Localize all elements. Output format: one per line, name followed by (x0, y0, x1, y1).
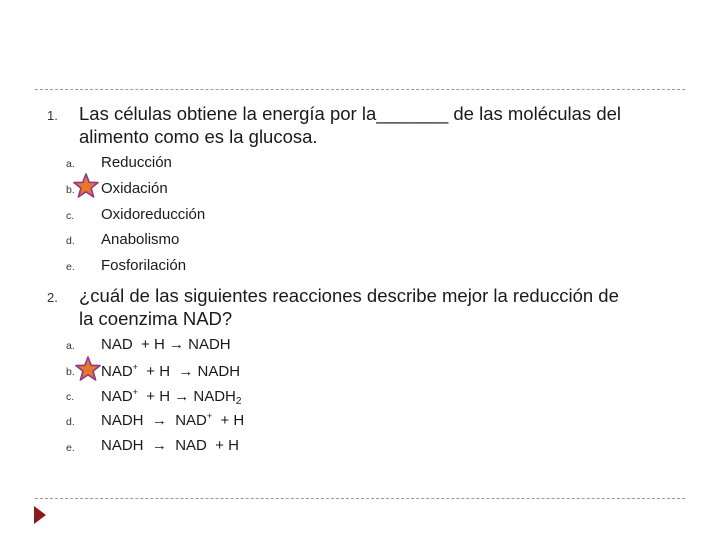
q2-option-a[interactable] (101, 336, 231, 353)
q2d-arrow: → (151, 412, 167, 429)
question-1-line-1: Las células obtiene la energía por la_______ de las moléculas del (79, 103, 622, 124)
q2a-product: → NADH (168, 336, 231, 353)
question-2-number: 2. (47, 290, 58, 305)
q2-option-d[interactable] (101, 411, 244, 429)
question-2-line-2: la coenzima NAD? (79, 308, 233, 329)
q1-option-b-letter: b. (66, 184, 75, 196)
q2d-charge: + (206, 411, 213, 421)
question-2-text (79, 284, 679, 330)
q1-option-e[interactable]: Fosforilación (101, 257, 187, 274)
q2-option-b-letter: b. (66, 366, 75, 378)
question-2-line-1: ¿cuál de las siguientes reacciones describe mejor la reducción de (79, 285, 619, 306)
q2-option-e[interactable] (101, 437, 239, 454)
star-icon (75, 356, 101, 382)
q1-option-d-letter: d. (66, 235, 75, 247)
q2a-reactant: NAD (101, 336, 133, 353)
q2c-subscript: 2 (235, 396, 242, 407)
q2e-hydrogen: + H (215, 437, 239, 454)
q2-option-e-letter: e. (66, 442, 75, 454)
q1-option-a-letter: a. (66, 158, 75, 170)
q2c-product: → NADH (174, 388, 236, 405)
q2d-hydrogen: + H (220, 412, 245, 429)
q2b-reactant: NAD (101, 363, 133, 380)
q2d-reactant: NADH (101, 412, 144, 429)
q2b-charge: + (132, 362, 138, 372)
q2b-hydrogen: + H (146, 363, 171, 380)
q1-option-d[interactable]: Anabolismo (101, 231, 180, 248)
q2a-hydrogen: + H (141, 336, 165, 353)
q1-option-b[interactable]: Oxidación (101, 180, 168, 197)
question-1-text (79, 102, 679, 148)
q1-option-c-letter: c. (66, 210, 75, 222)
q2-option-c[interactable] (101, 387, 241, 407)
question-1-line-2: alimento como es la glucosa. (79, 126, 318, 147)
q2e-product: NAD (175, 437, 207, 454)
q2c-hydrogen: + H (146, 388, 171, 405)
star-icon (73, 173, 99, 199)
question-1-number: 1. (47, 108, 58, 123)
q1-option-a[interactable]: Reducción (101, 154, 172, 171)
q2e-arrow: → (151, 437, 167, 454)
q2b-product: → NADH (178, 363, 241, 380)
q2-option-c-letter: c. (66, 391, 75, 403)
q2e-reactant: NADH (101, 437, 144, 454)
bottom-divider (35, 498, 685, 499)
top-divider (35, 89, 685, 90)
q1-option-c[interactable]: Oxidoreducción (101, 206, 206, 223)
q2-option-b[interactable] (101, 362, 240, 380)
q2c-reactant: NAD (101, 388, 133, 405)
q2c-charge: + (132, 387, 138, 397)
q2-option-a-letter: a. (66, 340, 75, 352)
q2-option-d-letter: d. (66, 416, 75, 428)
triangle-right-icon[interactable] (33, 505, 47, 525)
q1-option-e-letter: e. (66, 261, 75, 273)
q2d-product: NAD (175, 412, 207, 429)
